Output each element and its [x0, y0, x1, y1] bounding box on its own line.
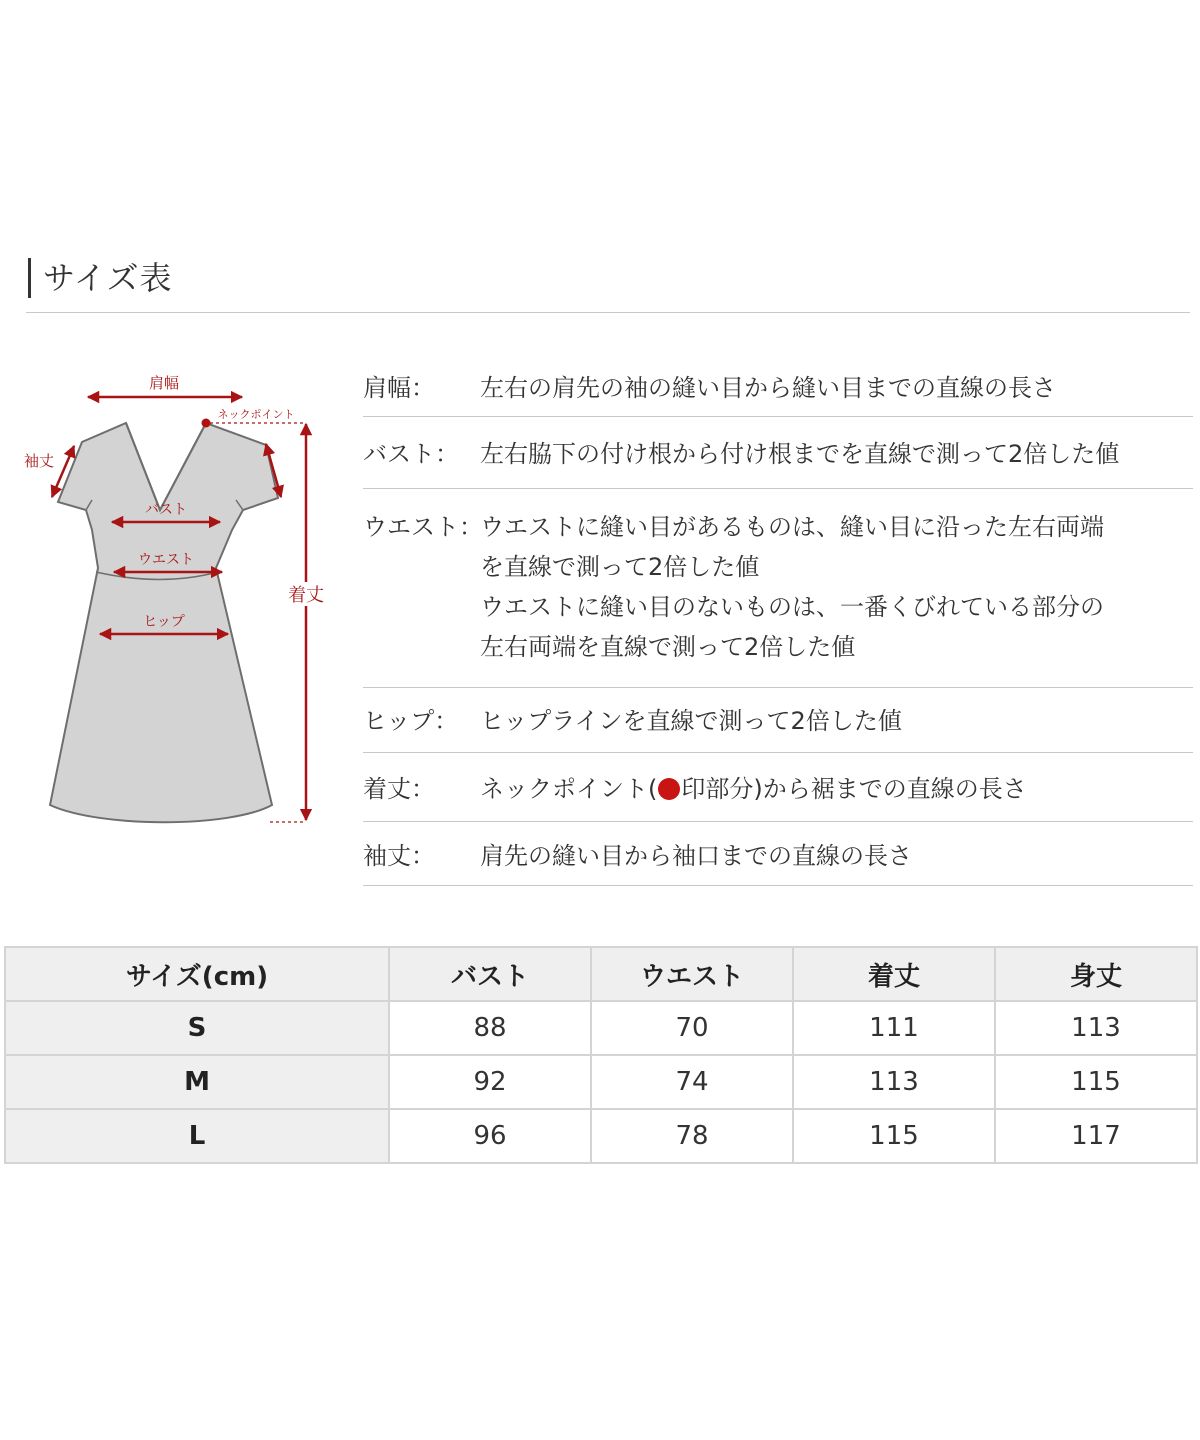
- definition-text: ネックポイント(: [480, 775, 658, 803]
- definition-text: を直線で測って2倍した値: [480, 553, 760, 581]
- header-bust: バスト: [389, 947, 591, 1001]
- definition-text: ウエストに縫い目があるものは、縫い目に沿った左右両端: [480, 513, 1104, 541]
- length-cell: 115: [793, 1109, 995, 1163]
- definition-text: 左右脇下の付け根から付け根までを直線で測って2倍した値: [480, 440, 1120, 468]
- definition-term: 着丈：: [363, 775, 435, 803]
- definition-text: 肩先の縫い目から袖口までの直線の長さ: [480, 842, 912, 870]
- size-cell: L: [5, 1109, 389, 1163]
- definition-term: ウエスト：: [363, 513, 483, 541]
- title-divider: [26, 312, 1190, 313]
- waist-label: ウエスト: [138, 552, 194, 568]
- bust-label: バスト: [145, 502, 187, 518]
- neck-point-label: ネックポイント: [217, 408, 295, 421]
- neck-point-dot: [202, 419, 211, 428]
- definition-term: ヒップ：: [363, 707, 459, 735]
- definition-row-length: [363, 753, 1193, 822]
- definition-row-shoulder: [363, 352, 1193, 417]
- waist-cell: 74: [591, 1055, 793, 1109]
- size-table-header-row: [5, 947, 1197, 1001]
- table-row: [5, 1109, 1197, 1163]
- waist-cell: 78: [591, 1109, 793, 1163]
- body-length-cell: 117: [995, 1109, 1197, 1163]
- definition-row-sleeve: [363, 822, 1193, 886]
- definition-row-waist: [363, 489, 1193, 688]
- definition-text: 左右の肩先の袖の縫い目から縫い目までの直線の長さ: [480, 374, 1056, 402]
- size-cell: M: [5, 1055, 389, 1109]
- page-title: サイズ表: [28, 258, 172, 298]
- header-length: 着丈: [793, 947, 995, 1001]
- definition-row-bust: [363, 417, 1193, 489]
- size-cell: S: [5, 1001, 389, 1055]
- table-row: [5, 1055, 1197, 1109]
- body-length-cell: 113: [995, 1001, 1197, 1055]
- length-label: 着丈: [288, 585, 324, 606]
- size-table: [4, 946, 1198, 1164]
- definition-row-hip: [363, 688, 1193, 753]
- bust-cell: 92: [389, 1055, 591, 1109]
- definition-term: 肩幅：: [363, 374, 435, 402]
- definition-term: バスト：: [363, 440, 459, 468]
- bust-cell: 96: [389, 1109, 591, 1163]
- header-body-length: 身丈: [995, 947, 1197, 1001]
- definition-text: ヒップラインを直線で測って2倍した値: [480, 707, 902, 735]
- dress-measurement-diagram: [0, 350, 345, 840]
- definition-text: ウエストに縫い目のないものは、一番くびれている部分の: [480, 593, 1104, 621]
- length-cell: 113: [793, 1055, 995, 1109]
- body-length-cell: 115: [995, 1055, 1197, 1109]
- definition-term: 袖丈：: [363, 842, 435, 870]
- header-waist: ウエスト: [591, 947, 793, 1001]
- hip-label: ヒップ: [143, 614, 185, 630]
- shoulder-label: 肩幅: [148, 374, 180, 392]
- neck-point-dot-icon: [658, 778, 680, 800]
- definition-text: 左右両端を直線で測って2倍した値: [480, 633, 856, 661]
- waist-cell: 70: [591, 1001, 793, 1055]
- definition-text: 印部分)から裾までの直線の長さ: [681, 775, 1027, 803]
- sleeve-label: 袖丈: [23, 452, 55, 470]
- measurement-definitions: [363, 352, 1193, 886]
- bust-cell: 88: [389, 1001, 591, 1055]
- length-cell: 111: [793, 1001, 995, 1055]
- header-size: サイズ(cm): [5, 947, 389, 1001]
- table-row: [5, 1001, 1197, 1055]
